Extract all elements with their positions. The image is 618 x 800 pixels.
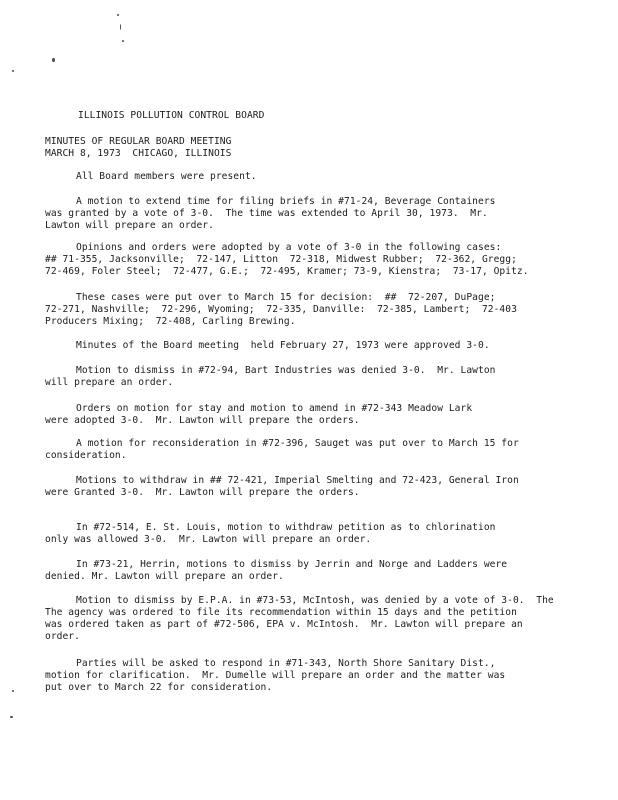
paragraph-line: motion for clarification. Mr. Dumelle will prepare an order and the matter was (45, 670, 506, 681)
minutes-heading: MINUTES OF REGULAR BOARD MEETING (45, 136, 232, 147)
scan-speck (117, 14, 119, 16)
paragraph-line: Motion to dismiss by E.P.A. in #73-53, McIntosh, was denied by a vote of 3-0. The (76, 595, 554, 606)
paragraph-line: A motion to extend time for filing briefs in #71-24, Beverage Containers (76, 196, 496, 207)
paragraph-line: A motion for reconsideration in #72-396, Sauget was put over to March 15 for (76, 438, 519, 449)
paragraph-line: will prepare an order. (45, 377, 174, 388)
meeting-date-place: MARCH 8, 1973 CHICAGO, ILLINOIS (45, 148, 232, 159)
paragraph-line: Motion to dismiss in #72-94, Bart Industries was denied 3-0. Mr. Lawton (76, 365, 496, 376)
paragraph-line: 72-271, Nashville; 72-296, Wyoming; 72-335, Danville: 72-385, Lambert; 72-403 (45, 304, 517, 315)
scan-speck (12, 70, 14, 72)
paragraph-line: Producers Mixing; 72-408, Carling Brewing. (45, 316, 296, 327)
paragraph-line: In #73-21, Herrin, motions to dismiss by Jerrin and Norge and Ladders were (76, 559, 508, 570)
paragraph-line: Parties will be asked to respond in #71-343, North Shore Sanitary Dist., (76, 658, 496, 669)
paragraph-line: denied. Mr. Lawton will prepare an order. (45, 571, 284, 582)
paragraph-line: Minutes of the Board meeting held February 27, 1973 were approved 3-0. (76, 340, 490, 351)
paragraph-line: ## 71-355, Jacksonville; 72-147, Litton 72-318, Midwest Rubber; 72-362, Gregg; (45, 254, 517, 265)
paragraph-line: order. (45, 631, 80, 642)
paragraph-line: were adopted 3-0. Mr. Lawton will prepare the orders. (45, 415, 360, 426)
paragraph-line: Lawton will prepare an order. (45, 220, 214, 231)
paragraph-line: These cases were put over to March 15 for decision: ## 72-207, DuPage; (76, 292, 496, 303)
scan-speck (10, 716, 13, 718)
paragraph-line: In #72-514, E. St. Louis, motion to withdraw petition as to chlorination (76, 522, 496, 533)
paragraph-line: put over to March 22 for consideration. (45, 682, 273, 693)
paragraph-line: were Granted 3-0. Mr. Lawton will prepare the orders. (45, 487, 360, 498)
paragraph-line: 72-469, Foler Steel; 72-477, G.E.; 72-495, Kramer; 73-9, Kienstra; 73-17, Opitz. (45, 266, 529, 277)
paragraph-line: All Board members were present. (76, 171, 257, 182)
paragraph-line: was ordered taken as part of #72-506, EPA v. McIntosh. Mr. Lawton will prepare an (45, 619, 523, 630)
scan-speck (12, 690, 14, 692)
paragraph-line: The agency was ordered to file its recommendation within 15 days and the petition (45, 607, 517, 618)
scan-speck (122, 40, 124, 42)
scan-speck (120, 24, 121, 30)
paragraph-line: Opinions and orders were adopted by a vote of 3-0 in the following cases: (76, 242, 502, 253)
board-title: ILLINOIS POLLUTION CONTROL BOARD (78, 110, 265, 121)
paragraph-line: only was allowed 3-0. Mr. Lawton will prepare an order. (45, 534, 372, 545)
paragraph-line: was granted by a vote of 3-0. The time was extended to April 30, 1973. Mr. (45, 208, 488, 219)
paragraph-line: Orders on motion for stay and motion to amend in #72-343 Meadow Lark (76, 403, 473, 414)
paragraph-line: consideration. (45, 450, 127, 461)
paragraph-line: Motions to withdraw in ## 72-421, Imperial Smelting and 72-423, General Iron (76, 475, 519, 486)
scan-speck (52, 58, 55, 62)
